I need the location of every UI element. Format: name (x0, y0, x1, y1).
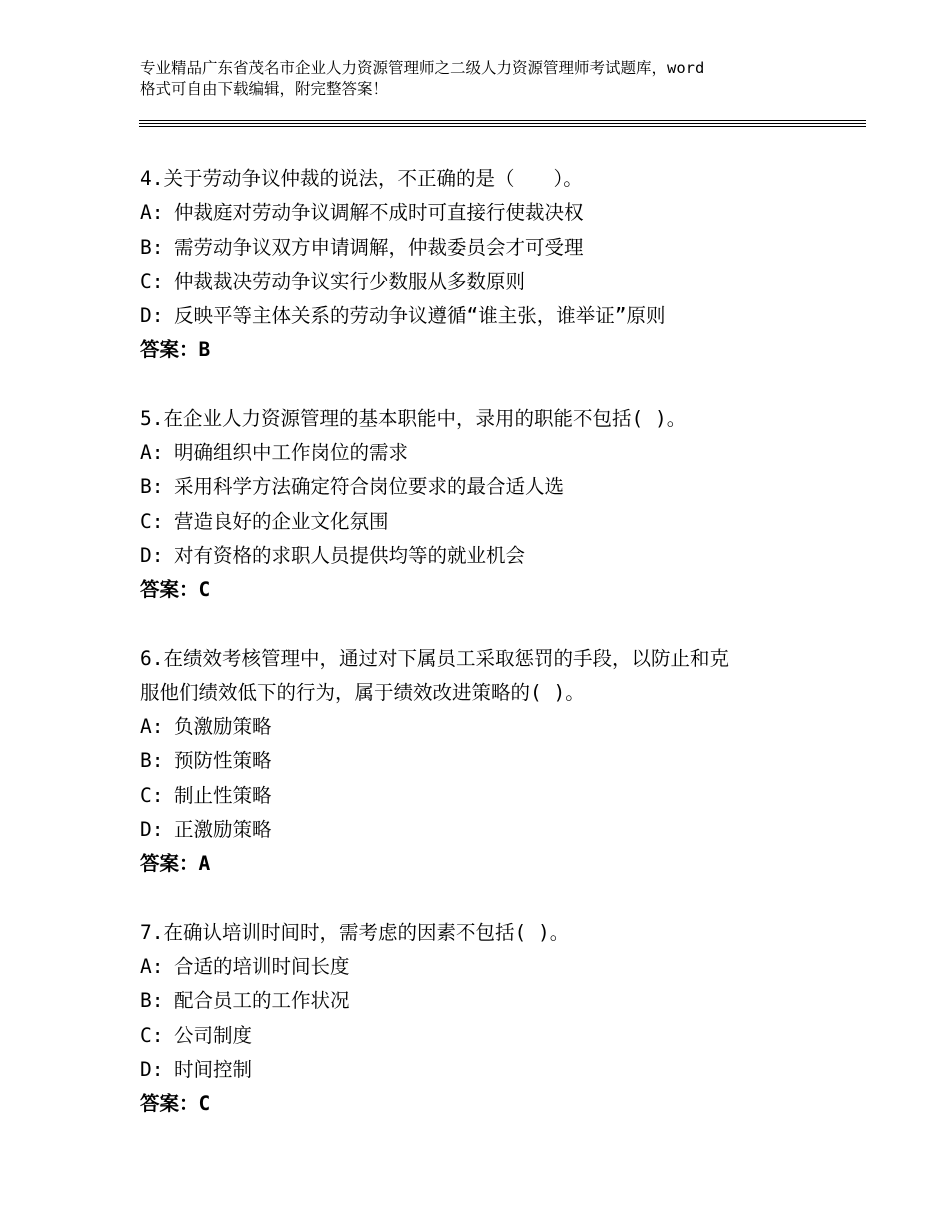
option-d (140, 299, 840, 333)
option-text: 制止性策略 (174, 783, 272, 807)
answer-value: C (198, 578, 211, 602)
option-text: 反映平等主体关系的劳动争议遵循“谁主张，谁举证”原则 (174, 304, 666, 328)
option-text: 仲裁庭对劳动争议调解不成时可直接行使裁决权 (174, 201, 584, 225)
option-text: 营造良好的企业文化氛围 (174, 509, 389, 533)
question-5 (140, 402, 840, 608)
header-title-line-2: 格式可自由下载编辑，附完整答案！ (140, 80, 389, 98)
option-key: B: (140, 475, 164, 499)
question-stem: 4.关于劳动争议仲裁的说法，不正确的是（ ）。 (140, 167, 583, 190)
question-stem: 7.在确认培训时间时，需考虑的因素不包括( )。 (140, 920, 570, 944)
option-key: A: (140, 201, 164, 225)
question-stem-continued: 服他们绩效低下的行为，属于绩效改进策略的( )。 (140, 680, 585, 704)
answer-label: 答案： (140, 578, 199, 602)
header-divider-line-2 (139, 123, 866, 124)
option-key: D: (140, 1057, 164, 1081)
option-a (140, 196, 840, 230)
option-key: B: (140, 749, 164, 773)
answer-label: 答案： (140, 852, 199, 876)
option-c (140, 265, 840, 299)
answer-value: B (198, 338, 211, 362)
header-title-line-1: 专业精品广东省茂名市企业人力资源管理师之二级人力资源管理师考试题库，word (140, 59, 705, 77)
option-text: 需劳动争议双方申请调解，仲裁委员会才可受理 (174, 235, 584, 259)
option-key: A: (140, 441, 164, 465)
answer-label: 答案： (140, 1092, 199, 1116)
option-text: 时间控制 (174, 1057, 253, 1081)
question-4 (140, 162, 840, 368)
option-text: 明确组织中工作岗位的需求 (174, 441, 409, 465)
option-d (140, 813, 840, 847)
option-key: D: (140, 543, 164, 567)
option-b (140, 984, 840, 1018)
answer-line (140, 573, 840, 607)
option-key: A: (140, 954, 164, 978)
option-key: B: (140, 235, 164, 259)
option-a (140, 436, 840, 470)
option-c (140, 505, 840, 539)
header-divider-line-1 (139, 120, 866, 121)
option-text: 负激励策略 (174, 715, 272, 739)
option-key: D: (140, 304, 164, 328)
option-a (140, 710, 840, 744)
question-stem: 6.在绩效考核管理中，通过对下属员工采取惩罚的手段，以防止和克 (140, 646, 729, 670)
option-a (140, 950, 840, 984)
answer-line (140, 1087, 840, 1121)
option-text: 采用科学方法确定符合岗位要求的最合适人选 (174, 475, 565, 499)
option-text: 正激励策略 (174, 818, 272, 842)
option-d (140, 1053, 840, 1087)
option-text: 预防性策略 (174, 749, 272, 773)
option-text: 合适的培训时间长度 (174, 954, 350, 978)
option-key: D: (140, 818, 164, 842)
document-header (140, 58, 840, 100)
header-divider-line-3 (139, 126, 866, 127)
option-c (140, 1019, 840, 1053)
question-list (140, 162, 840, 1155)
option-key: C: (140, 783, 164, 807)
option-b (140, 470, 840, 504)
option-key: C: (140, 509, 164, 533)
answer-label: 答案： (140, 338, 199, 362)
option-text: 对有资格的求职人员提供均等的就业机会 (174, 543, 526, 567)
answer-value: A (198, 852, 211, 876)
option-d (140, 539, 840, 573)
option-text: 配合员工的工作状况 (174, 989, 350, 1013)
option-key: B: (140, 989, 164, 1013)
question-7 (140, 916, 840, 1122)
option-key: A: (140, 715, 164, 739)
option-c (140, 779, 840, 813)
option-text: 公司制度 (174, 1023, 253, 1047)
question-6 (140, 642, 840, 882)
answer-line (140, 333, 840, 367)
option-key: C: (140, 1023, 164, 1047)
option-text: 仲裁裁决劳动争议实行少数服从多数原则 (174, 269, 526, 293)
answer-value: C (198, 1092, 211, 1116)
option-b (140, 744, 840, 778)
option-key: C: (140, 269, 164, 293)
question-stem: 5.在企业人力资源管理的基本职能中，录用的职能不包括( )。 (140, 406, 687, 430)
option-b (140, 231, 840, 265)
answer-line (140, 847, 840, 881)
